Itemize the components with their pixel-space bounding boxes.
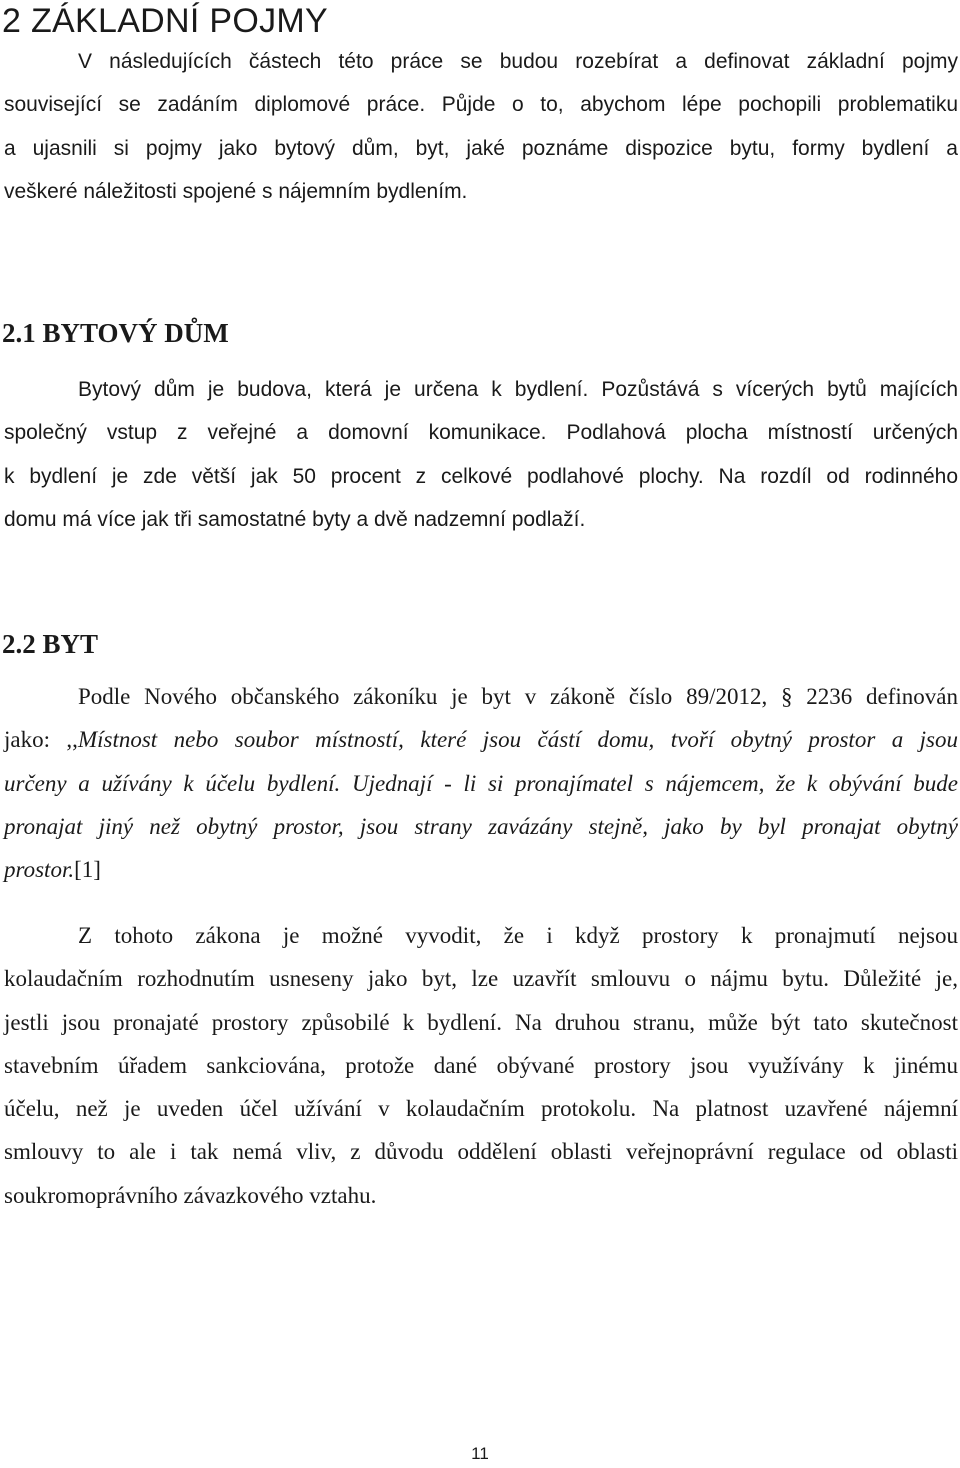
section2-p2-line-4: stavebním úřadem sankciována, protože dané obývané prostory jsou využívány k jinému <box>4 1052 958 1078</box>
quote-text-1: Místnost nebo soubor místností, které jsou částí domu, tvoří obytný prostor a jsou <box>77 727 958 753</box>
intro-line-3: a ujasnili si pojmy jako bytový dům, byt, jaké poznáme dispozice bytu, formy bydlení a <box>4 136 958 160</box>
section2-p2-line-3: jestli jsou pronajaté prostory způsobilé k bydlení. Na druhou stranu, může být tato skutečnost <box>4 1009 958 1035</box>
page-number: 11 <box>471 1444 489 1463</box>
quote-text-3: pronajat jiný než obytný prostor, jsou strany zavázány stejně, jako by byl pronajat obytný <box>4 813 958 839</box>
section2-paragraph-1 <box>4 675 958 891</box>
chapter-heading: 2 ZÁKLADNÍ POJMY <box>2 2 328 40</box>
section2-p2-line-5: účelu, než je uveden účel užívání v kolaudačním protokolu. Na platnost uzavřené nájemní <box>4 1096 958 1122</box>
section2-line-1: Podle Nového občanského zákoníku je byt v zákoně číslo 89/2012, § 2236 definován <box>78 684 958 709</box>
section2-line-2 <box>4 718 958 761</box>
section1-line-1: Bytový dům je budova, která je určena k bydlení. Pozůstává s vícerých bytů majících <box>78 378 958 401</box>
section1-line-3: k bydlení je zde větší jak 50 procent z celkové podlahové plochy. Na rozdíl od rodinného <box>4 464 958 488</box>
quote-prefix: jako: ,, <box>4 727 78 753</box>
section2-p2-line-1: Z tohoto zákona je možné vyvodit, že i když prostory k pronajmutí nejsou <box>78 923 958 948</box>
section2-p2-line-2: kolaudačním rozhodnutím usneseny jako byt, lze uzavřít smlouvu o nájmu bytu. Důležité je, <box>4 966 958 992</box>
section2-p2-line-7: soukromoprávního závazkového vztahu. <box>4 1182 377 1208</box>
section1-line-2: společný vstup z veřejné a domovní komunikace. Podlahová plocha místností určených <box>4 421 958 445</box>
section1-paragraph <box>4 368 958 541</box>
quote-text-2: určeny a užívány k účelu bydlení. Ujednají - li si pronajímatel s nájemcem, že k obývání bude <box>4 770 958 796</box>
intro-line-4: veškeré náležitosti spojené s nájemním bydlením. <box>4 179 468 203</box>
section-heading-bytovy-dum: 2.1 BYTOVÝ DŮM <box>2 318 229 348</box>
section-heading-byt: 2.2 BYT <box>2 629 99 659</box>
section2-line-5 <box>4 848 958 891</box>
section2-paragraph-2 <box>4 914 958 1217</box>
section2-p2-line-6: smlouvy to ale i tak nemá vliv, z důvodu oddělení oblasti veřejnoprávní regulace od oblasti <box>4 1139 958 1165</box>
intro-paragraph <box>4 40 958 213</box>
section1-line-4: domu má více jak tři samostatné byty a dvě nadzemní podlaží. <box>4 507 586 531</box>
intro-line-2: související se zadáním diplomové práce. Půjde o to, abychom lépe pochopili problematiku <box>4 93 958 117</box>
quote-text-4: prostor. <box>4 857 75 883</box>
citation-reference: [1] <box>74 857 101 883</box>
intro-line-1: V následujících částech této práce se budou rozebírat a definovat základní pojmy <box>78 50 958 73</box>
